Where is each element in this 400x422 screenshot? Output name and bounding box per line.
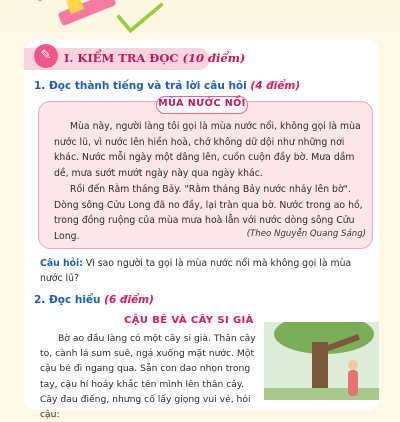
passage-source: (Theo Nguyễn Quang Sáng)	[246, 229, 366, 239]
part2-points: (6 điểm)	[104, 294, 154, 306]
question-text: Vì sao người ta gọi là mùa nước nổi mà không gọi là mùa nước lũ?	[40, 258, 352, 284]
part1-heading-text: 1. Đọc thành tiếng và trả lời câu hỏi	[34, 80, 247, 92]
question-label: Câu hỏi:	[40, 258, 83, 269]
part1-heading	[34, 80, 300, 92]
pencil-icon	[48, 0, 120, 26]
boy-figure	[348, 370, 358, 396]
ground	[264, 388, 379, 400]
passage-paragraph-1: Mùa này, người làng tôi gọi là mùa nước nổi, không gọi là mùa nước lũ, vì nước lên hiền hoà, chớ không dữ dội như những nơi khác. Nước mỗi ngày một dâng lên, cuồn cuộn đầy bờ. Mưa dầm dề, mưa sướt mướt ngày này qua ngày khác.	[54, 121, 361, 179]
book-icon: ✎	[34, 44, 58, 68]
question-block	[40, 256, 370, 286]
part2-heading	[34, 294, 154, 306]
tree-with-boy-illustration	[264, 322, 379, 400]
story2-title: CẬU BÉ VÀ CÂY SI GIÀ	[124, 315, 254, 326]
section-title	[64, 51, 245, 65]
part1-points: (4 điểm)	[250, 80, 301, 92]
part2-heading-text: 2. Đọc hiểu	[34, 294, 101, 306]
story-title: MÙA NƯỚC NỔI	[158, 98, 246, 109]
passage-paragraph-2: Rồi đến Rằm tháng Bảy. "Rằm tháng Bảy nước nhảy lên bờ". Dòng sông Cửu Long đã no đầy, lại tràn qua bờ. Nước trong ao hồ, trong đồng ruộng của mùa mưa hoà lẫn với nước dòng sông Cửu Long.	[54, 184, 363, 242]
section-title-text: I. KIỂM TRA ĐỌC	[64, 51, 179, 65]
boy-head	[348, 360, 358, 370]
section-points: (10 điểm)	[182, 51, 246, 65]
story2-paragraph: Bờ ao đầu làng có một cây si già. Thân cây to, cành lá sum suê, ngả xuống mặt nước. Một cậu bé đi ngang qua. Sẵn con dao nhọn trong tay, cậu hí hoáy khắc tên mình lên thân cây. Cây đau điếng, nhưng cố lấy giọng vui vẻ, hỏi cậu:	[40, 333, 256, 421]
